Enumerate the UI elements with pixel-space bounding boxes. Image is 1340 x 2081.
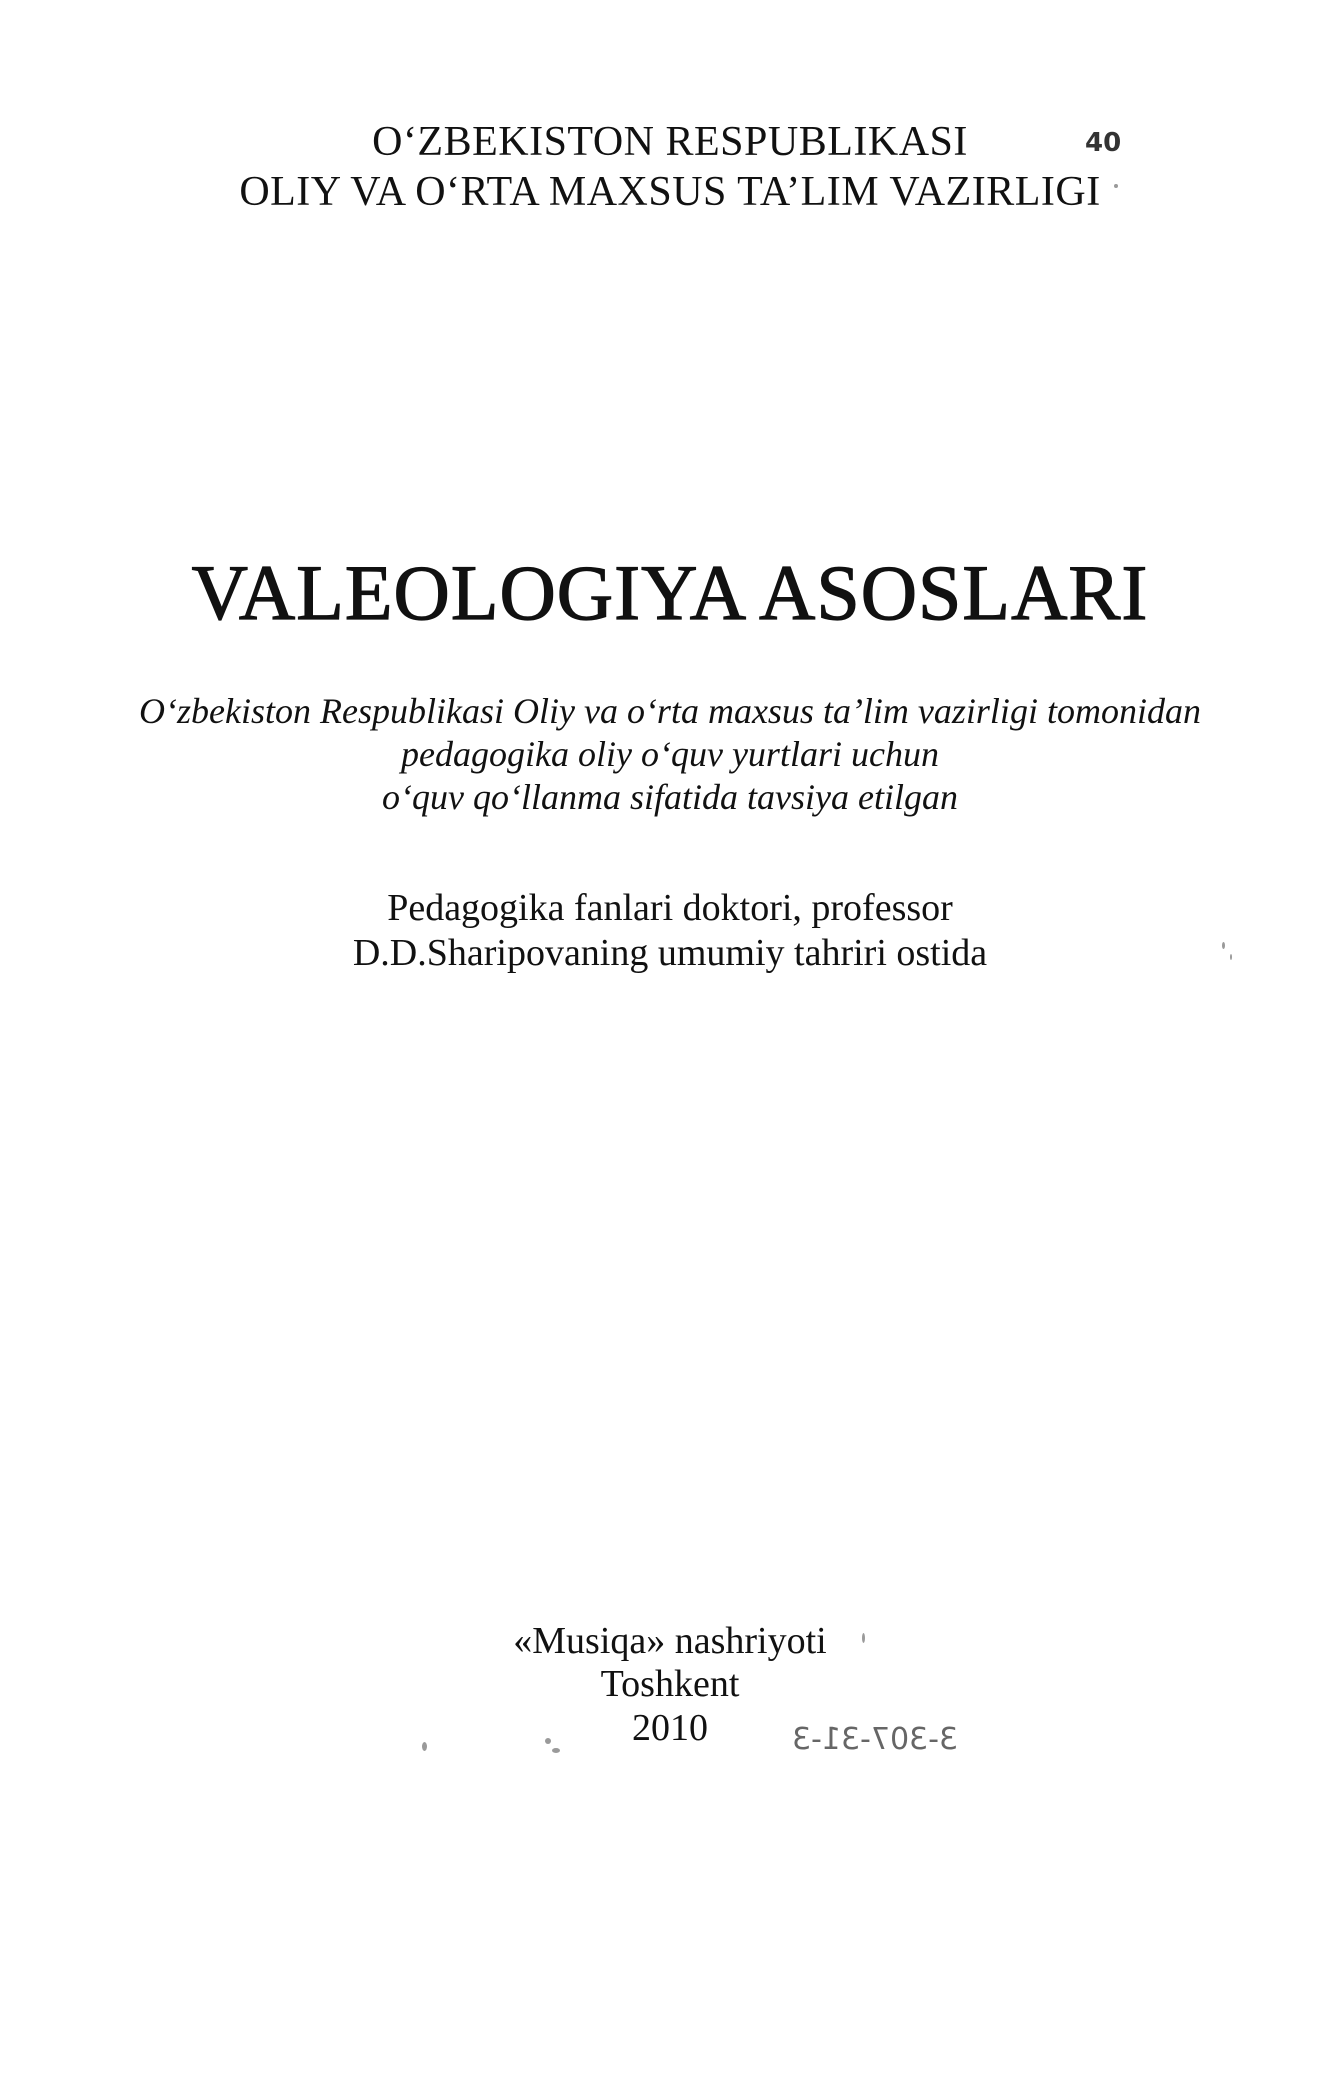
- corner-mark: 40: [1085, 128, 1122, 158]
- speck: [1230, 954, 1232, 960]
- recommendation-line-3: o‘quv qo‘llanma sifatida tavsiya etilgan: [382, 777, 958, 817]
- ministry-header: OLIY VA O‘RTA MAXSUS TA’LIM VAZIRLIGI: [239, 169, 1101, 215]
- editor-line-1: Pedagogika fanlari doktori, professor: [387, 887, 953, 929]
- speck: [552, 1748, 560, 1753]
- speck: [862, 1633, 865, 1643]
- year: 2010: [632, 1707, 708, 1749]
- speck: [422, 1742, 427, 1751]
- recommendation-line-1: O‘zbekiston Respublikasi Oliy va o‘rta maxsus ta’lim vazirligi tomonidan: [139, 691, 1201, 731]
- editor-line-2: D.D.Sharipovaning umumiy tahriri ostida: [352, 932, 988, 974]
- isbn-bleed-through: 3-307-31-3: [792, 1722, 959, 1757]
- city: Toshkent: [600, 1663, 740, 1705]
- speck: [1114, 184, 1118, 188]
- speck: [545, 1738, 551, 1744]
- book-title: VALEOLOGIYA ASOSLARI: [191, 549, 1149, 636]
- recommendation-line-2: pedagogika oliy o‘quv yurtlari uchun: [401, 734, 939, 774]
- republic-header: O‘ZBEKISTON RESPUBLIKASI: [372, 119, 968, 165]
- speck: [1222, 942, 1225, 949]
- publisher: «Musiqa» nashriyoti: [513, 1620, 827, 1662]
